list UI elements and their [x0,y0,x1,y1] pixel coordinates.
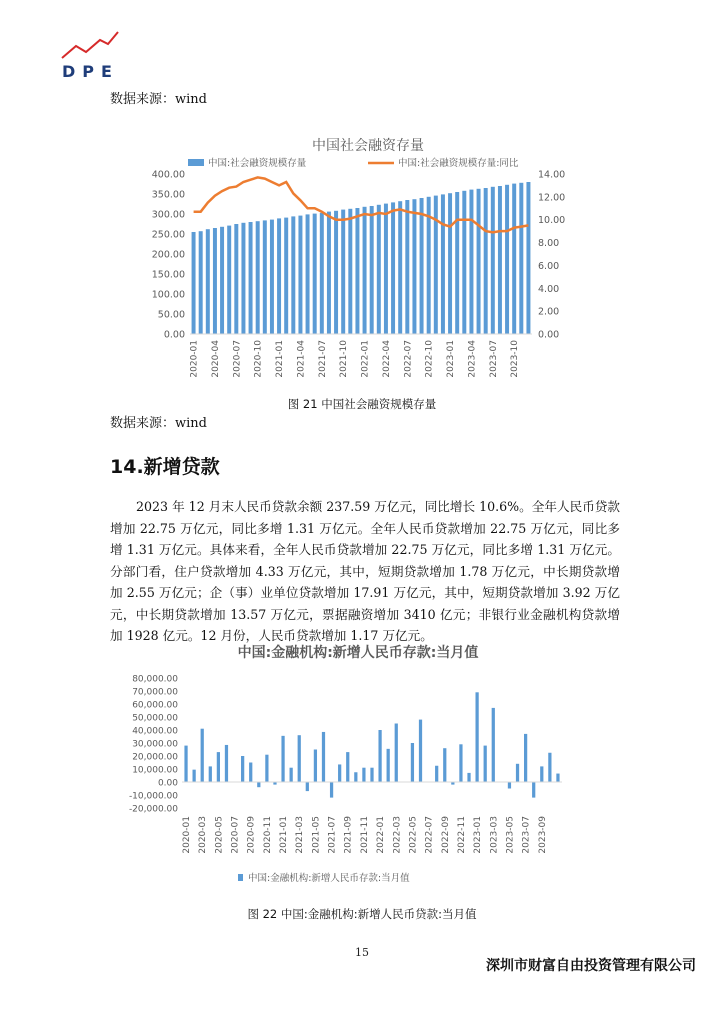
chart22-x-tick: 2021-03 [295,816,306,854]
chart21-bar [341,210,345,334]
chart21-title: 中国社会融资存量 [312,138,424,154]
chart22-x-tick: 2023-01 [473,816,484,854]
chart22-x-tick: 2021-11 [359,816,370,854]
chart21-y-left-tick: 50.00 [157,309,185,321]
chart22-bar [395,724,398,783]
chart21-bar [412,199,416,334]
chart21-bar [277,218,281,334]
chart21-x-tick: 2023-07 [488,340,499,378]
chart21-bar [469,190,473,334]
chart21-bar [334,211,338,334]
chart22-bar [516,764,519,782]
chart22-bar [540,766,543,782]
chart21-x-tick: 2020-04 [210,340,221,378]
dpe-logo-text: DPE [62,62,119,81]
chart22-x-tick: 2021-05 [311,816,322,854]
chart22-x-tick: 2021-01 [279,816,290,854]
chart21-y-right-tick: 6.00 [538,260,560,272]
chart21-y-right-tick: 4.00 [538,283,560,295]
chart21-bar [313,214,317,334]
chart21-bar [192,232,196,334]
chart22-bar [378,730,381,782]
chart22-x-tick: 2021-09 [343,816,354,854]
chart22-bar [556,774,559,782]
chart22-x-tick: 2020-03 [198,816,209,854]
chart21-x-tick: 2023-01 [446,340,457,378]
chart22-x-tick: 2022-01 [376,816,387,854]
chart21-bar [398,201,402,334]
chart22-bar [209,766,212,782]
chart21-y-right-tick: 10.00 [538,215,566,227]
chart21-bar [405,200,409,334]
chart22-y-tick: 10,000.00 [132,765,178,776]
chart22-y-tick: -10,000.00 [128,791,178,802]
chart21-bar [241,223,245,334]
chart21-x-tick: 2023-10 [510,340,521,378]
chart21-y-left-tick: 150.00 [151,269,185,281]
chart21-bar [348,209,352,334]
chart21-bar [270,220,274,334]
chart21-y-right-tick: 14.00 [538,169,566,181]
chart21-y-left-tick: 250.00 [151,229,185,241]
chart21-bar [291,216,295,334]
chart21-bar [363,207,367,334]
chart21-bar [327,212,331,334]
chart21-x-tick: 2021-10 [339,340,350,378]
chart21-bar [320,213,324,334]
chart22-y-tick: 0.00 [157,778,178,789]
chart22-x-tick: 2022-07 [424,816,435,854]
chart22-x-tick: 2022-11 [456,816,467,854]
chart22-bar [201,729,204,782]
chart21-x-tick: 2023-04 [467,340,478,378]
chart21-bar [441,194,445,334]
chart22-bar [281,736,284,782]
chart21-bar [306,214,310,334]
chart22-bar [419,720,422,782]
chart22-legend-swatch [238,874,243,881]
chart22-caption: 图 22 中国:金融机构:新增人民币贷款:当月值 [247,907,477,921]
chart21-x-tick: 2021-07 [317,340,328,378]
chart22-bar [524,734,527,782]
chart21-bar [505,185,509,334]
chart22-x-tick: 2023-05 [505,816,516,854]
chart22-bar [338,764,341,782]
chart21-bar [420,198,424,334]
chart22-x-tick: 2022-09 [440,816,451,854]
chart22-y-tick: 40,000.00 [132,726,178,737]
chart22-y-tick: 20,000.00 [132,752,178,763]
chart22-x-tick: 2023-09 [537,816,548,854]
chart22-x-tick: 2022-03 [392,816,403,854]
chart22-x-tick: 2020-07 [230,816,241,854]
chart21-y-right-tick: 0.00 [538,329,560,341]
section-heading: 14.新增贷款 [110,456,220,478]
body-paragraph: 2023 年 12 月末人民币贷款余额 237.59 万亿元，同比增长 10.6%。全年人民币贷款增加 22.75 万亿元，同比多增 1.31 万亿元。全年人民币贷款增加 22.75 万亿元，同比多增 1.31 万亿元。具体来看，全年人民币贷款增加 22.75 万亿元，同比多增 1.31 万亿元。分部门看，住户贷款增加 4.33 万亿元，其中，短期贷款增加 1.78 万亿元，中长期贷款增加 2.55 万亿元；企（事）业单位贷款增加 17.91 万亿元，其中，短期贷款增加 3.92 万亿元，中长期贷款增加 13.57 万亿元，票据融资增加 3410 亿元；非银行业金融机构贷款增加 1928 亿元。12 月份，人民币贷款增加 1.17 万亿元。 [110,499,620,643]
chart21-bar [220,227,224,334]
chart21-bar [355,208,359,334]
chart22-y-tick: 30,000.00 [132,739,178,750]
chart21-y-right-tick: 2.00 [538,306,560,318]
chart22-bar [354,772,357,782]
chart22-bar [411,743,414,782]
chart-new-deposits-monthly [110,636,610,891]
chart22-x-tick: 2020-09 [246,816,257,854]
chart21-bar [484,188,488,334]
page-number: 15 [355,946,369,959]
chart22-bar [217,752,220,782]
chart22-bar [306,782,309,791]
chart21-caption: 图 21 中国社会融资规模存量 [287,397,437,411]
chart22-y-tick: 70,000.00 [132,687,178,698]
chart22-bar [459,744,462,782]
chart22-legend-label: 中国:金融机构:新增人民币存款:当月值 [248,873,410,884]
source-note-top: 数据来源：wind [110,92,207,107]
chart22-bar [475,692,478,782]
chart21-x-tick: 2020-01 [189,340,200,378]
chart22-y-tick: 50,000.00 [132,713,178,724]
chart21-y-right-tick: 12.00 [538,192,566,204]
chart22-bar [346,752,349,782]
chart21-x-tick: 2021-04 [296,340,307,378]
chart21-y-left-tick: 400.00 [151,169,185,181]
chart21-bar [370,206,374,334]
source-note-mid: 数据来源：wind [110,416,207,431]
chart21-bar [206,229,210,334]
chart21-y-left-tick: 100.00 [151,289,185,301]
chart22-bar [492,708,495,782]
chart21-x-tick: 2022-01 [360,340,371,378]
company-name: 深圳市财富自由投资管理有限公司 [486,958,696,974]
chart21-bar [199,231,203,334]
chart21-bar [298,216,302,334]
chart21-bar [234,224,238,334]
chart21-x-tick: 2022-07 [403,340,414,378]
chart21-bar [391,202,395,334]
chart22-title: 中国:金融机构:新增人民币存款:当月值 [237,645,479,661]
chart21-bar [455,192,459,334]
chart22-bar [443,748,446,782]
chart22-bar [265,755,268,782]
chart22-y-tick: -20,000.00 [128,804,178,815]
chart22-bar [370,768,373,782]
chart22-bar [387,749,390,782]
chart22-bar [298,735,301,782]
chart22-bar [330,782,333,798]
chart21-x-tick: 2022-10 [424,340,435,378]
chart21-bar [477,189,481,334]
chart22-bar [290,768,293,782]
chart21-bar [512,184,516,334]
chart22-bar [257,782,260,787]
chart22-x-tick: 2020-11 [262,816,273,854]
chart22-x-tick: 2021-07 [327,816,338,854]
dpe-logo-mark [58,30,128,64]
chart22-bar [484,746,487,782]
chart22-x-tick: 2023-03 [489,816,500,854]
chart22-bar [322,732,325,782]
chart21-bar [284,218,288,334]
chart21-bar [384,204,388,334]
chart22-y-tick: 80,000.00 [132,674,178,685]
chart21-x-tick: 2020-10 [253,340,264,378]
chart22-bar [435,766,438,782]
chart22-bar [184,746,187,782]
chart21-bar [448,193,452,334]
chart22-bar [508,782,511,789]
chart21-y-left-tick: 200.00 [151,249,185,261]
chart22-bar [548,753,551,782]
chart21-bar [526,182,530,334]
chart22-bar [225,745,228,782]
chart-social-financing-stock [140,130,590,385]
chart22-bar [362,768,365,782]
chart21-legend-bar-swatch [188,159,204,166]
chart22-x-tick: 2023-07 [521,816,532,854]
chart22-y-tick: 60,000.00 [132,700,178,711]
chart22-bar [467,773,470,782]
chart21-legend-line-label: 中国:社会融资规模存量:同比 [398,158,519,169]
chart22-x-tick: 2022-05 [408,816,419,854]
chart21-bar [256,221,260,334]
chart22-bar [532,782,535,798]
chart22-bar [314,750,317,783]
chart21-bar [213,228,217,334]
chart21-bar [377,205,381,334]
chart21-bar [462,191,466,334]
chart21-x-tick: 2022-04 [381,340,392,378]
chart21-bar [519,183,523,334]
chart21-y-right-tick: 8.00 [538,238,560,250]
chart21-bar [263,220,267,334]
chart22-bar [193,770,196,782]
chart21-x-tick: 2020-07 [232,340,243,378]
chart22-bar [241,756,244,782]
chart22-x-tick: 2020-05 [214,816,225,854]
chart21-bar [227,226,231,334]
chart22-bar [249,763,252,783]
chart21-bar [498,186,502,334]
chart21-y-left-tick: 350.00 [151,189,185,201]
chart21-bar [491,187,495,334]
chart22-x-tick: 2020-01 [182,816,193,854]
chart21-y-left-tick: 300.00 [151,209,185,221]
chart21-y-left-tick: 0.00 [163,329,185,341]
chart21-legend-bar-label: 中国:社会融资规模存量 [208,158,307,169]
chart21-bar [434,196,438,334]
chart21-x-tick: 2021-01 [275,340,286,378]
chart21-bar [249,222,253,334]
